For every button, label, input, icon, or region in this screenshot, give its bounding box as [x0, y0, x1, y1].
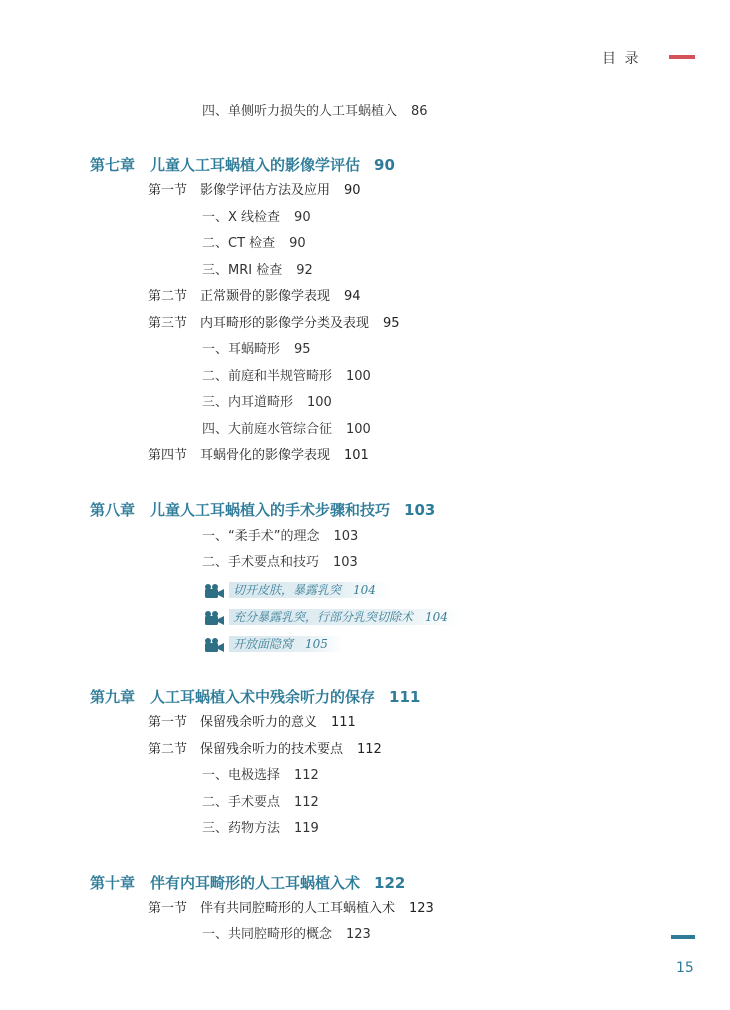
toc-entry-section[interactable]: [148, 900, 434, 918]
toc-entry-label: 二、CT 检查: [202, 236, 276, 251]
toc-entry-video[interactable]: [203, 581, 390, 599]
toc-entry-page: 92: [296, 263, 313, 278]
toc-entry-label: 四、大前庭水管综合征: [202, 422, 333, 437]
toc-entry-label: 二、手术要点: [202, 795, 281, 810]
toc-entry-page: 103: [333, 555, 358, 570]
toc-entry-page: 112: [294, 768, 319, 783]
toc-entry-section[interactable]: [148, 714, 356, 732]
toc-entry-item[interactable]: [202, 262, 313, 280]
toc-entry-label: 四、单侧听力损失的人工耳蜗植入: [202, 104, 398, 119]
toc-entry-label: 切开皮肤，暴露乳突: [233, 583, 342, 597]
toc-entry-page: 86: [411, 104, 428, 119]
toc-entry-video[interactable]: [203, 608, 462, 626]
toc-entry-label: 开放面隐窝: [233, 637, 294, 651]
toc-entry-chapter[interactable]: [90, 688, 420, 706]
toc-entry-page: 123: [346, 927, 371, 942]
toc-entry-item[interactable]: [202, 368, 371, 386]
toc-entry-label: 第一节 伴有共同腔畸形的人工耳蜗植入术: [148, 901, 396, 916]
video-link: [229, 636, 342, 652]
toc-entry-page: 90: [344, 183, 361, 198]
toc-entry-page: 105: [305, 637, 328, 651]
toc-entry-label: 第八章 儿童人工耳蜗植入的手术步骤和技巧: [90, 501, 391, 519]
toc-entry-label: 一、耳蜗畸形: [202, 342, 281, 357]
video-link: [229, 609, 462, 625]
toc-entry-page: 95: [383, 316, 400, 331]
toc-entry-page: 122: [374, 874, 406, 892]
toc-entry-page: 112: [357, 742, 382, 757]
toc-entry-label: 三、内耳道畸形: [202, 395, 294, 410]
toc-entry-label: 第四节 耳蜗骨化的影像学表现: [148, 448, 331, 463]
toc-entry-section[interactable]: [148, 741, 382, 759]
toc-entry-item[interactable]: [202, 926, 371, 944]
video-link: [229, 582, 390, 598]
toc-entry-page: 104: [353, 583, 376, 597]
toc-entry-page: 100: [307, 395, 332, 410]
toc-entry-label: 第二节 保留残余听力的技术要点: [148, 742, 344, 757]
toc-entry-page: 103: [333, 529, 359, 544]
toc-entry-label: 第十章 伴有内耳畸形的人工耳蜗植入术: [90, 874, 361, 892]
toc-entry-page: 101: [344, 448, 369, 463]
toc-entry-label: 第一节 影像学评估方法及应用: [148, 183, 331, 198]
toc-entry-label: 一、电极选择: [202, 768, 281, 783]
video-camera-icon: [203, 610, 225, 626]
toc-entry-chapter[interactable]: [90, 156, 395, 174]
toc-entry-section[interactable]: [148, 288, 361, 306]
toc-entry-item[interactable]: [202, 794, 319, 812]
page-number: 15: [676, 960, 694, 976]
toc-entry-page: 112: [294, 795, 319, 810]
toc-entry-label: 二、手术要点和技巧: [202, 555, 320, 570]
toc-entry-section[interactable]: [148, 182, 361, 200]
toc-entry-item[interactable]: [202, 820, 319, 838]
video-camera-icon: [203, 637, 225, 653]
footer-accent-bar: [671, 935, 695, 939]
toc-entry-section[interactable]: [148, 447, 369, 465]
toc-entry-chapter[interactable]: [90, 501, 435, 519]
toc-entry-section[interactable]: [148, 315, 400, 333]
toc-entry-page: 100: [346, 422, 371, 437]
toc-entry-item[interactable]: [202, 528, 358, 546]
toc-entry-page: 90: [374, 156, 395, 174]
toc-entry-page: 104: [425, 610, 448, 624]
toc-entry-page: 123: [409, 901, 434, 916]
video-camera-icon: [203, 583, 225, 599]
toc-entry-label: 第三节 内耳畸形的影像学分类及表现: [148, 316, 370, 331]
toc-entry-item[interactable]: [202, 341, 311, 359]
toc-entry-item[interactable]: [202, 103, 428, 121]
toc-entry-label: 充分暴露乳突，行部分乳突切除术: [233, 610, 414, 624]
toc-entry-chapter[interactable]: [90, 874, 405, 892]
toc-entry-label: 第一节 保留残余听力的意义: [148, 715, 318, 730]
toc-entry-label: 第七章 儿童人工耳蜗植入的影像学评估: [90, 156, 361, 174]
toc-entry-item[interactable]: [202, 394, 332, 412]
toc-entry-page: 100: [346, 369, 371, 384]
toc-entry-item[interactable]: [202, 209, 311, 227]
toc-entry-page: 94: [344, 289, 361, 304]
toc-entry-label: 三、MRI 检查: [202, 263, 283, 278]
toc-entry-page: 90: [294, 210, 311, 225]
toc-entry-page: 103: [404, 501, 436, 519]
toc-entry-page: 111: [389, 688, 421, 706]
toc-entry-video[interactable]: [203, 635, 342, 653]
toc-title: 目 录: [602, 51, 641, 67]
toc-entry-label: 第九章 人工耳蜗植入术中残余听力的保存: [90, 688, 376, 706]
toc-entry-item[interactable]: [202, 554, 358, 572]
toc-entry-label: 一、“柔手术”的理念: [202, 529, 320, 544]
toc-entry-label: 第二节 正常颞骨的影像学表现: [148, 289, 331, 304]
toc-entry-label: 一、共同腔畸形的概念: [202, 927, 333, 942]
toc-entry-label: 三、药物方法: [202, 821, 281, 836]
toc-entry-item[interactable]: [202, 767, 319, 785]
toc-entry-label: 一、X 线检查: [202, 210, 281, 225]
toc-entry-page: 119: [294, 821, 319, 836]
header-accent-bar: [669, 55, 695, 59]
toc-entry-item[interactable]: [202, 421, 371, 439]
toc-entry-page: 90: [289, 236, 306, 251]
toc-entry-label: 二、前庭和半规管畸形: [202, 369, 333, 384]
toc-entry-item[interactable]: [202, 235, 306, 253]
toc-entry-page: 111: [331, 715, 356, 730]
toc-entry-page: 95: [294, 342, 311, 357]
